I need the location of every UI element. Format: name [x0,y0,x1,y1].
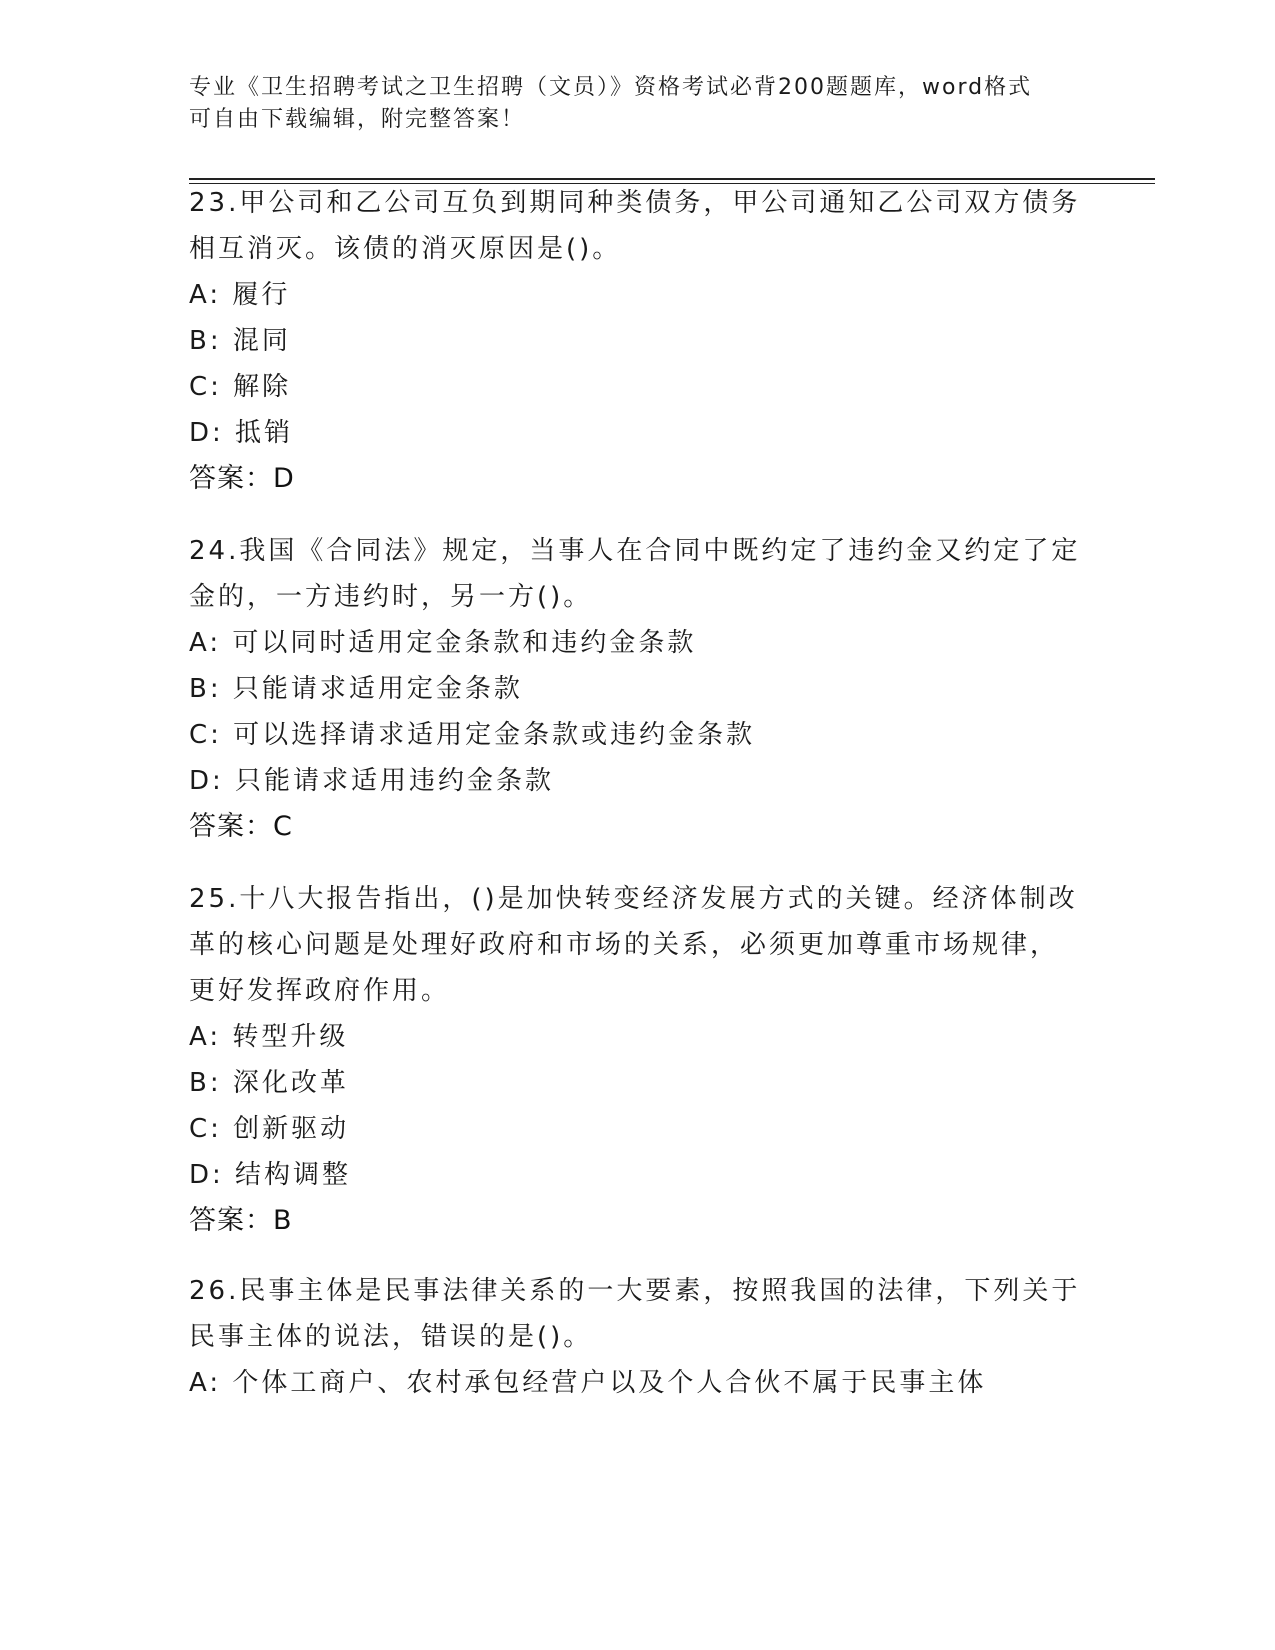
answer-value: D [273,463,294,494]
header-line-1: 专业《卫生招聘考试之卫生招聘（文员）》资格考试必背200题题库，word格式 [189,75,1033,100]
answer-line [189,804,1089,850]
option-b: B: 深化改革 [189,1068,349,1098]
question-text-line: 民事主体的说法，错误的是()。 [189,1322,593,1352]
question-26 [189,1268,1089,1406]
option-a: A: 履行 [189,280,291,310]
question-25 [189,876,1089,1244]
answer-line [189,456,1089,502]
question-23 [189,180,1089,502]
question-text-line: 相互消灭。该债的消灭原因是()。 [189,234,622,264]
option-a: A: 可以同时适用定金条款和违约金条款 [189,628,697,658]
question-text-line: 金的，一方违约时，另一方()。 [189,582,593,612]
option-c: C: 创新驱动 [189,1114,350,1144]
question-text-line: 26.民事主体是民事法律关系的一大要素，按照我国的法律，下列关于 [189,1276,1081,1306]
question-text-line: 更好发挥政府作用。 [189,976,451,1006]
answer-value: B [273,1205,292,1236]
option-b: B: 混同 [189,326,291,356]
header-line-2: 可自由下载编辑，附完整答案！ [189,107,526,132]
question-text-line: 24.我国《合同法》规定，当事人在合同中既约定了违约金又约定了定 [189,536,1081,566]
question-text-line: 革的核心问题是处理好政府和市场的关系，必须更加尊重市场规律， [189,930,1060,960]
option-a: A: 个体工商户、农村承包经营户以及个人合伙不属于民事主体 [189,1368,987,1398]
document-header [189,72,1079,136]
answer-label: 答案： [189,1205,273,1236]
answer-label: 答案： [189,463,273,494]
option-d: D: 抵销 [189,418,294,448]
option-d: D: 结构调整 [189,1160,352,1190]
option-c: C: 解除 [189,372,292,402]
option-c: C: 可以选择请求适用定金条款或违约金条款 [189,720,756,750]
answer-label: 答案： [189,811,273,842]
answer-value: C [273,811,292,842]
question-text-line: 23.甲公司和乙公司互负到期同种类债务，甲公司通知乙公司双方债务 [189,188,1081,218]
question-24 [189,528,1089,850]
answer-line [189,1198,1089,1244]
option-a: A: 转型升级 [189,1022,349,1052]
option-b: B: 只能请求适用定金条款 [189,674,523,704]
question-text-line: 25.十八大报告指出，()是加快转变经济发展方式的关键。经济体制改 [189,884,1078,914]
option-d: D: 只能请求适用违约金条款 [189,766,555,796]
